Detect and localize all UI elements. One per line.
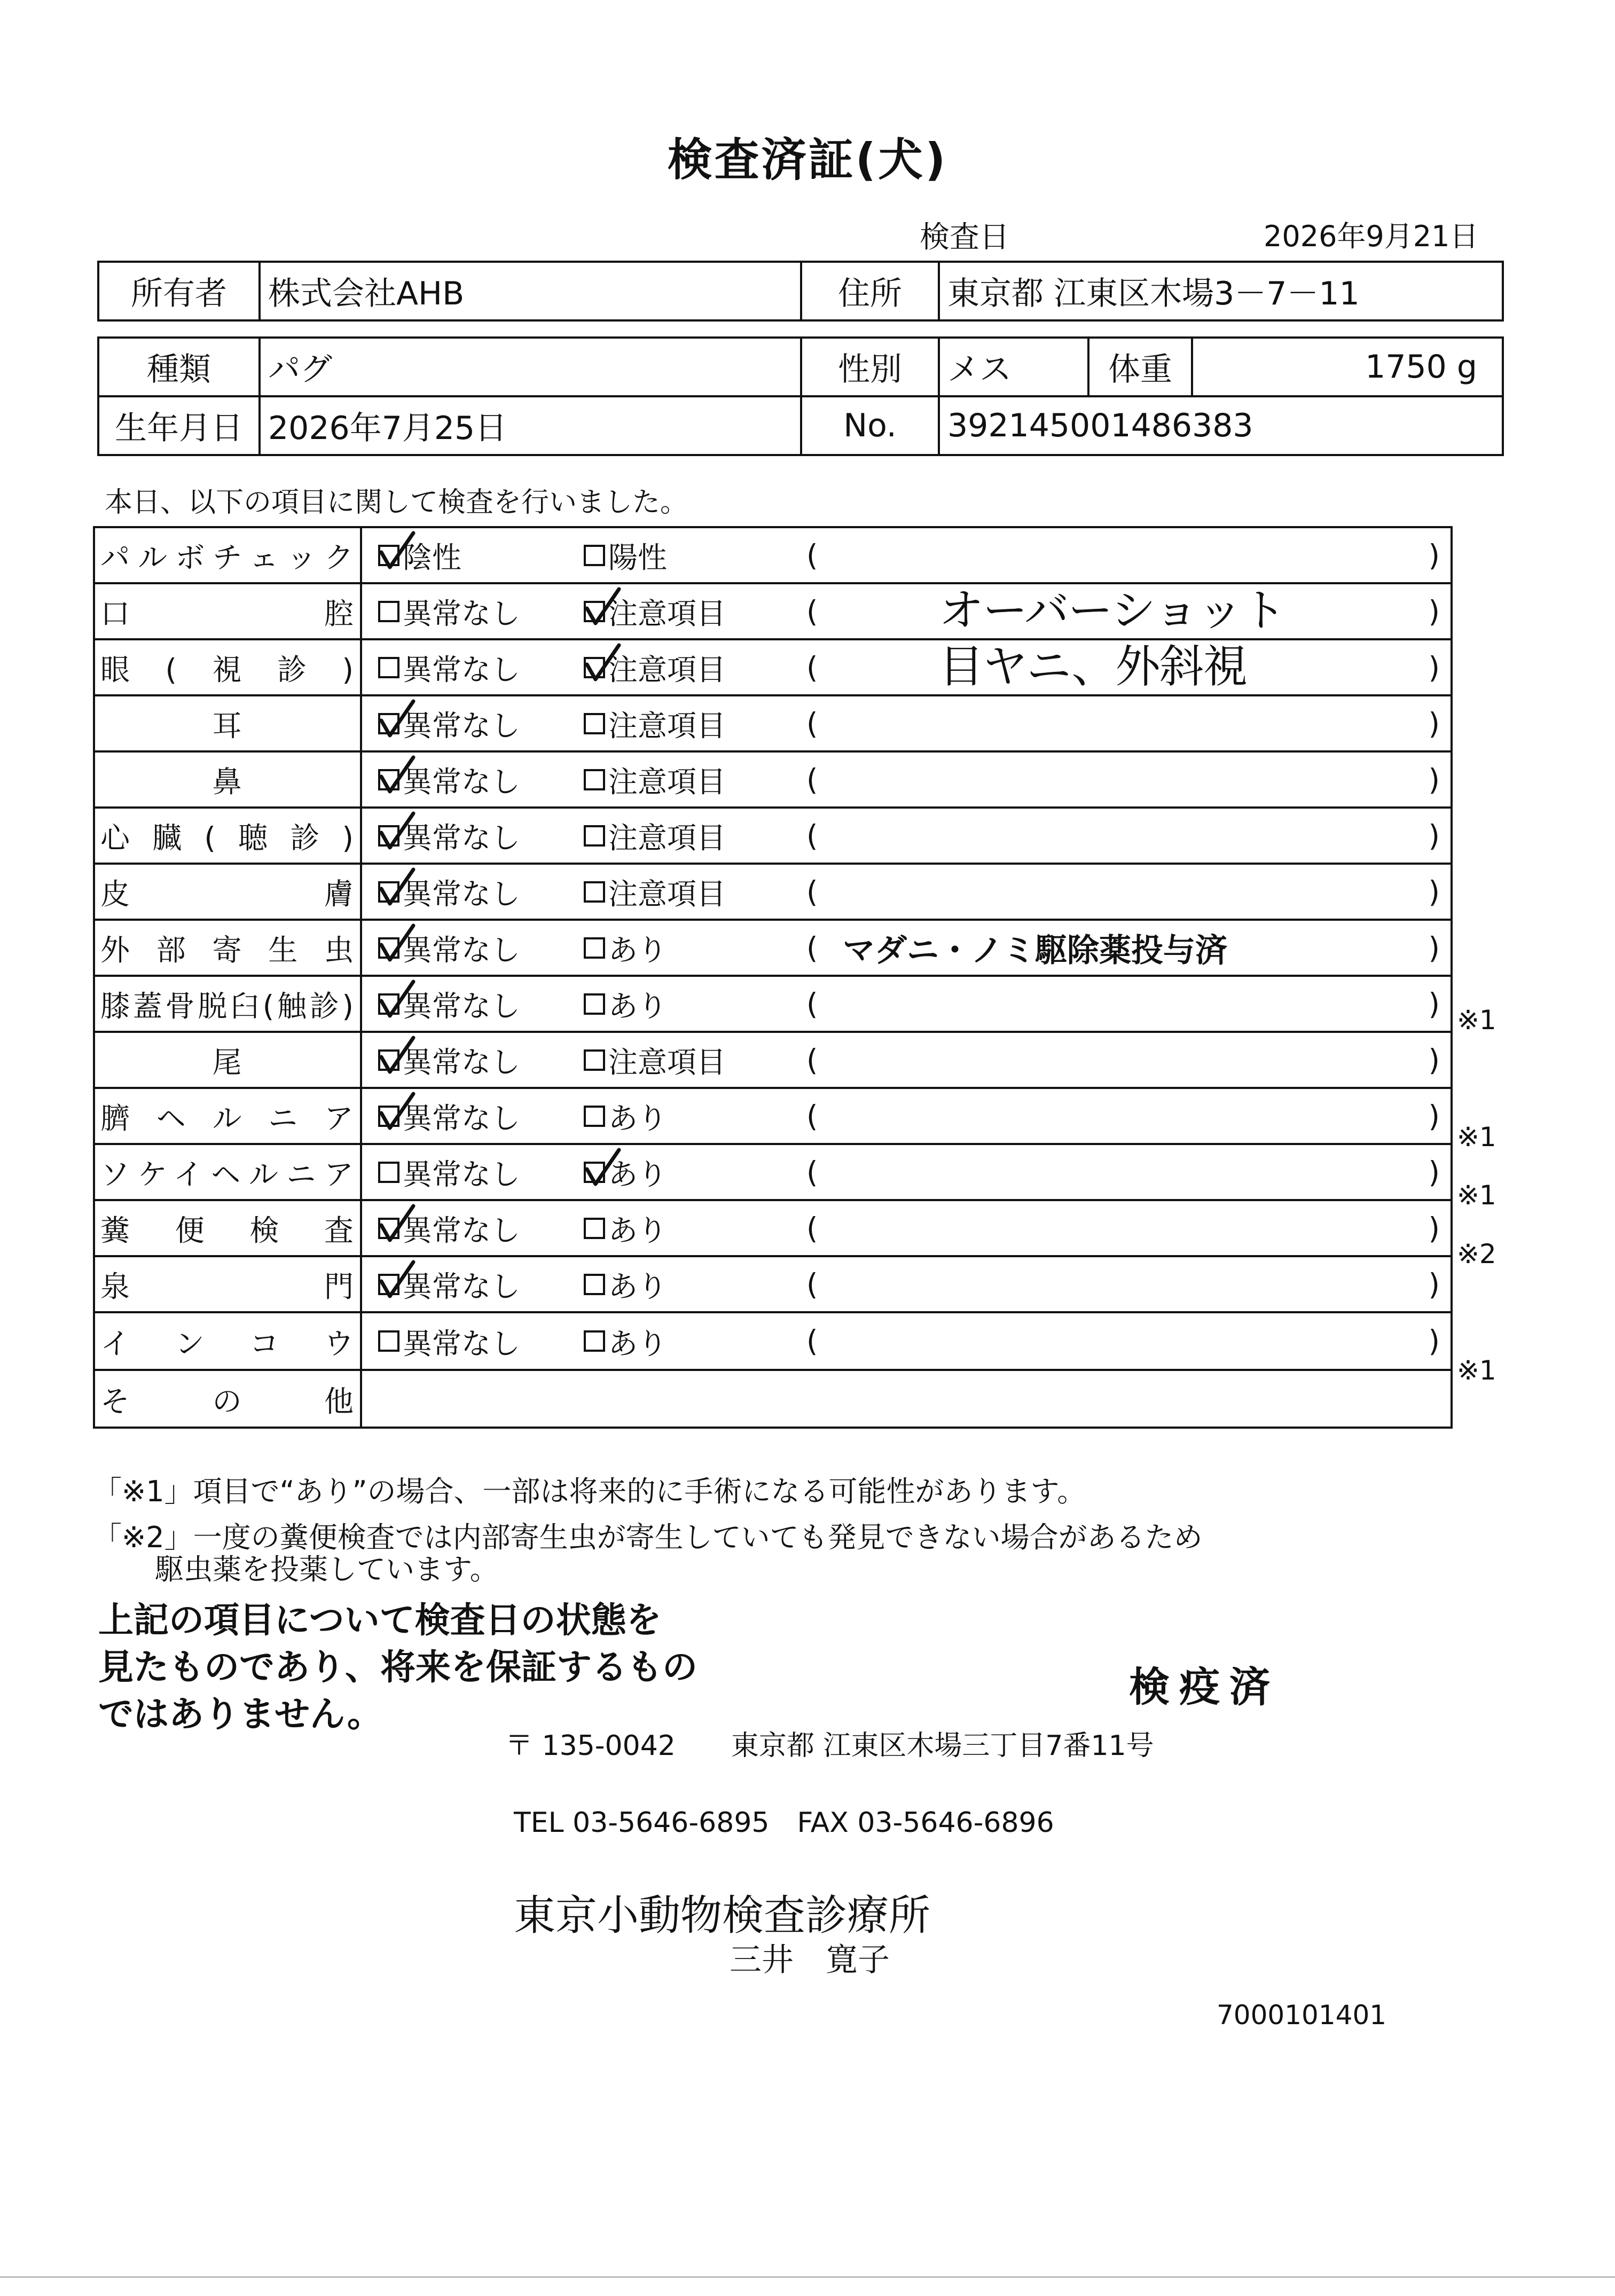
checkbox-icon[interactable] xyxy=(378,1106,399,1127)
checkbox-icon[interactable] xyxy=(584,993,605,1015)
inspection-row xyxy=(94,920,1452,976)
breed-value: パグ xyxy=(260,338,801,396)
paren-close: ) xyxy=(1428,1211,1440,1245)
checkbox-icon[interactable] xyxy=(584,713,605,734)
item-result xyxy=(361,808,1452,864)
item-result xyxy=(361,695,1452,751)
inspection-row xyxy=(94,527,1452,583)
check-mark-icon xyxy=(378,924,415,962)
option-1-label: 異常なし xyxy=(403,821,521,855)
option-1[interactable] xyxy=(378,1145,520,1199)
option-2[interactable] xyxy=(584,809,726,863)
item-name: 糞便検査 xyxy=(94,1200,361,1256)
handwritten-note: オーバーショット xyxy=(939,584,1285,637)
dob-label: 生年月日 xyxy=(98,396,260,455)
item-name: 臍ヘルニア xyxy=(94,1088,361,1144)
paren-close: ) xyxy=(1428,706,1440,741)
option-2-label: あり xyxy=(608,1326,668,1361)
intro-text: 本日、以下の項目に関して検査を行いました。 xyxy=(105,487,688,519)
item-name: 心臓(聴診) xyxy=(94,808,361,864)
disclaimer-line: ではありません。 xyxy=(98,1694,382,1735)
option-2-label: あり xyxy=(608,1270,668,1304)
paren-open: ( xyxy=(806,538,818,573)
checkbox-icon[interactable] xyxy=(378,769,399,790)
option-2-label: 注意項目 xyxy=(608,709,726,743)
paren-open: ( xyxy=(806,1099,818,1133)
owner-table xyxy=(97,261,1504,322)
checkbox-icon[interactable] xyxy=(584,1162,605,1183)
paren-close: ) xyxy=(1428,650,1440,685)
owner-value: 株式会社AHB xyxy=(260,262,801,320)
checkbox-icon[interactable] xyxy=(378,1330,399,1352)
option-2[interactable] xyxy=(584,977,667,1031)
option-1-label: 異常なし xyxy=(403,933,521,967)
checkbox-icon[interactable] xyxy=(584,1049,605,1071)
option-2[interactable] xyxy=(584,1089,667,1143)
option-2-label: あり xyxy=(608,1157,668,1192)
checkbox-icon[interactable] xyxy=(378,1162,399,1183)
option-2-label: 注意項目 xyxy=(608,877,726,911)
address-value: 東京都 江東区木場3－7－11 xyxy=(939,262,1503,320)
checkbox-icon[interactable] xyxy=(584,545,605,566)
option-2-label: あり xyxy=(608,1101,668,1135)
option-1-label: 異常なし xyxy=(403,1326,521,1361)
side-note-mark: ※1 xyxy=(1457,1180,1496,1211)
checkbox-icon[interactable] xyxy=(584,1218,605,1239)
paren-close: ) xyxy=(1428,1155,1440,1189)
exam-date-label: 検査日 xyxy=(920,220,1009,255)
paren-open: ( xyxy=(806,650,818,685)
option-1[interactable] xyxy=(378,865,520,919)
paren-open: ( xyxy=(806,594,818,629)
option-1-label: 異常なし xyxy=(403,1213,521,1248)
option-2[interactable] xyxy=(584,1145,667,1199)
no-label: No. xyxy=(801,396,939,455)
option-2-label: 注意項目 xyxy=(608,597,726,631)
checkbox-icon[interactable] xyxy=(378,825,399,847)
dob-value: 2026年7月25日 xyxy=(260,396,801,455)
checkbox-icon[interactable] xyxy=(378,881,399,903)
item-name: 膝蓋骨脱臼(触診) xyxy=(94,976,361,1032)
item-name: 外部寄生虫 xyxy=(94,920,361,976)
inspection-row xyxy=(94,864,1452,920)
check-mark-icon xyxy=(378,1261,415,1298)
owner-label: 所有者 xyxy=(98,262,260,320)
check-mark-icon xyxy=(378,812,415,850)
clinic-tel-fax: TEL 03-5646-6895 FAX 03-5646-6896 xyxy=(514,1807,1054,1839)
item-name: パルボチェック xyxy=(94,527,361,583)
option-1-label: 異常なし xyxy=(403,709,521,743)
footnote-2-line2: 駆虫薬を投薬しています。 xyxy=(155,1553,499,1586)
option-1[interactable] xyxy=(378,1313,520,1369)
option-2[interactable] xyxy=(584,1033,726,1087)
checkbox-icon[interactable] xyxy=(584,1330,605,1352)
option-1[interactable] xyxy=(378,809,520,863)
person-name: 三井 寛子 xyxy=(730,1941,890,1979)
option-1[interactable] xyxy=(378,584,520,638)
option-1-label: 陰性 xyxy=(403,540,462,575)
option-1-label: 異常なし xyxy=(403,1157,521,1192)
item-name: インコウ xyxy=(94,1312,361,1370)
item-name: 眼(視診) xyxy=(94,639,361,695)
paren-close: ) xyxy=(1428,1324,1440,1358)
option-1-label: 異常なし xyxy=(403,765,521,799)
option-2[interactable] xyxy=(584,1313,667,1369)
item-result xyxy=(361,1200,1452,1256)
side-note-mark: ※1 xyxy=(1457,1122,1496,1153)
checkbox-icon[interactable] xyxy=(584,937,605,959)
breed-label: 種類 xyxy=(98,338,260,396)
paren-open: ( xyxy=(806,1211,818,1245)
checkbox-icon[interactable] xyxy=(378,1274,399,1295)
checkbox-icon[interactable] xyxy=(378,937,399,959)
option-1[interactable] xyxy=(378,528,461,582)
side-note-mark: ※1 xyxy=(1457,1355,1496,1386)
option-1-label: 異常なし xyxy=(403,989,521,1023)
option-1[interactable] xyxy=(378,921,520,975)
inspection-row xyxy=(94,1256,1452,1312)
pet-table xyxy=(97,336,1504,456)
item-result xyxy=(361,864,1452,920)
option-1[interactable] xyxy=(378,753,520,806)
item-name: 尾 xyxy=(94,1032,361,1088)
checkbox-icon[interactable] xyxy=(584,1106,605,1127)
paren-open: ( xyxy=(806,1043,818,1077)
checkbox-icon[interactable] xyxy=(378,657,399,678)
item-result xyxy=(361,751,1452,808)
option-2[interactable] xyxy=(584,1257,667,1311)
item-name: 口腔 xyxy=(94,583,361,639)
paren-open: ( xyxy=(806,818,818,853)
option-2-label: あり xyxy=(608,1213,668,1248)
check-mark-icon xyxy=(378,756,415,794)
exam-date-value: 2026年9月21日 xyxy=(1264,220,1479,253)
no-value: 392145001486383 xyxy=(939,396,1503,455)
item-result xyxy=(361,1088,1452,1144)
item-result xyxy=(361,1312,1452,1370)
checkbox-icon[interactable] xyxy=(584,601,605,622)
checkbox-icon[interactable] xyxy=(378,993,399,1015)
inspection-row xyxy=(94,639,1452,695)
clinic-name: 東京小動物検査診療所 xyxy=(514,1892,931,1940)
paren-open: ( xyxy=(806,706,818,741)
option-1[interactable] xyxy=(378,1089,520,1143)
side-note-mark: ※1 xyxy=(1457,1005,1496,1036)
item-result xyxy=(361,1256,1452,1312)
paren-open: ( xyxy=(806,1267,818,1302)
check-mark-icon xyxy=(378,1037,415,1074)
inspection-row xyxy=(94,1312,1452,1370)
checkbox-icon[interactable] xyxy=(584,881,605,903)
paren-close: ) xyxy=(1428,762,1440,797)
option-2[interactable] xyxy=(584,584,726,638)
paren-close: ) xyxy=(1428,1099,1440,1133)
item-name: 泉門 xyxy=(94,1256,361,1312)
checkbox-icon[interactable] xyxy=(584,1274,605,1295)
option-2-label: あり xyxy=(608,933,668,967)
check-mark-icon xyxy=(378,532,415,569)
inspection-row xyxy=(94,976,1452,1032)
document-code: 7000101401 xyxy=(1217,2000,1387,2031)
item-name: ソケイヘルニア xyxy=(94,1144,361,1200)
check-mark-icon xyxy=(378,700,415,738)
option-2[interactable] xyxy=(584,528,667,582)
paren-close: ) xyxy=(1428,986,1440,1021)
item-comment: マダニ・ノミ駆除薬投与済 xyxy=(843,931,1227,969)
checkbox-icon[interactable] xyxy=(584,657,605,678)
disclaimer-line: 見たものであり、将来を保証するもの xyxy=(98,1647,697,1688)
option-2[interactable] xyxy=(584,1201,667,1255)
option-2[interactable] xyxy=(584,921,667,975)
option-2[interactable] xyxy=(584,640,726,694)
item-result xyxy=(361,976,1452,1032)
inspection-row xyxy=(94,583,1452,639)
paren-close: ) xyxy=(1428,874,1440,909)
checkbox-icon[interactable] xyxy=(378,1218,399,1239)
handwritten-note: 目ヤニ、外斜視 xyxy=(939,640,1247,693)
item-result xyxy=(361,527,1452,583)
option-2-label: あり xyxy=(608,989,668,1023)
option-1[interactable] xyxy=(378,1033,520,1087)
option-1[interactable] xyxy=(378,696,520,750)
weight-label: 体重 xyxy=(1088,338,1192,396)
check-mark-icon xyxy=(378,1093,415,1130)
option-2-label: 注意項目 xyxy=(608,653,726,687)
option-2-label: 注意項目 xyxy=(608,765,726,799)
inspection-row xyxy=(94,751,1452,808)
clinic-address: 〒 135-0042 東京都 江東区木場三丁目7番11号 xyxy=(505,1730,1154,1762)
item-name: 耳 xyxy=(94,695,361,751)
option-1[interactable] xyxy=(378,1257,520,1311)
document-title: 検査済証(犬) xyxy=(667,134,948,186)
inspection-row xyxy=(94,1144,1452,1200)
option-2[interactable] xyxy=(584,696,726,750)
inspection-row xyxy=(94,1088,1452,1144)
sex-label: 性別 xyxy=(801,338,939,396)
item-result xyxy=(361,639,1452,695)
check-mark-icon xyxy=(378,868,415,906)
inspection-table xyxy=(93,526,1453,1429)
check-mark-icon xyxy=(584,588,621,625)
paren-open: ( xyxy=(806,1324,818,1358)
option-2[interactable] xyxy=(584,753,726,806)
footnote-2-line1: 「※2」一度の糞便検査では内部寄生虫が寄生していても発見できない場合があるため xyxy=(93,1521,1203,1554)
quarantine-stamp: 検疫済 xyxy=(1129,1663,1280,1711)
disclaimer xyxy=(98,1597,846,1738)
option-1-label: 異常なし xyxy=(403,877,521,911)
inspection-row xyxy=(94,808,1452,864)
address-label: 住所 xyxy=(801,262,939,320)
scan-edge xyxy=(0,2276,1615,2278)
checkbox-icon[interactable] xyxy=(378,545,399,566)
sex-value: メス xyxy=(939,338,1088,396)
checkbox-icon[interactable] xyxy=(584,769,605,790)
item-result xyxy=(361,920,1452,976)
paren-close: ) xyxy=(1428,538,1440,573)
inspection-row xyxy=(94,1200,1452,1256)
check-mark-icon xyxy=(378,1205,415,1242)
check-mark-icon xyxy=(584,1149,621,1186)
option-1-label: 異常なし xyxy=(403,653,521,687)
option-2-label: 注意項目 xyxy=(608,1045,726,1079)
paren-close: ) xyxy=(1428,930,1440,965)
other-label: その他 xyxy=(94,1370,361,1428)
paren-open: ( xyxy=(806,1155,818,1189)
option-1-label: 異常なし xyxy=(403,1101,521,1135)
paren-open: ( xyxy=(806,874,818,909)
side-note-mark: ※2 xyxy=(1457,1238,1496,1270)
paren-close: ) xyxy=(1428,818,1440,853)
weight-value: 1750 g xyxy=(1192,338,1503,396)
checkbox-icon[interactable] xyxy=(378,601,399,622)
option-1[interactable] xyxy=(378,640,520,694)
check-mark-icon xyxy=(584,644,621,681)
paren-open: ( xyxy=(806,762,818,797)
checkbox-icon[interactable] xyxy=(378,1049,399,1071)
item-result xyxy=(361,583,1452,639)
checkbox-icon[interactable] xyxy=(584,825,605,847)
item-result xyxy=(361,1144,1452,1200)
paren-close: ) xyxy=(1428,1043,1440,1077)
option-2-label: 陽性 xyxy=(608,540,668,575)
checkbox-icon[interactable] xyxy=(378,713,399,734)
option-2-label: 注意項目 xyxy=(608,821,726,855)
option-1-label: 異常なし xyxy=(403,1270,521,1304)
check-mark-icon xyxy=(378,981,415,1018)
inspection-row xyxy=(94,1032,1452,1088)
item-name: 皮膚 xyxy=(94,864,361,920)
footnote-1: 「※1」項目で“あり”の場合、一部は将来的に手術になる可能性があります。 xyxy=(93,1475,1086,1508)
paren-open: ( xyxy=(806,930,818,965)
option-1-label: 異常なし xyxy=(403,597,521,631)
other-value xyxy=(361,1370,1452,1428)
item-result xyxy=(361,1032,1452,1088)
paren-open: ( xyxy=(806,986,818,1021)
disclaimer-line: 上記の項目について検査日の状態を xyxy=(98,1600,662,1641)
paren-close: ) xyxy=(1428,1267,1440,1302)
option-2[interactable] xyxy=(584,865,726,919)
option-1-label: 異常なし xyxy=(403,1045,521,1079)
paren-close: ) xyxy=(1428,594,1440,629)
inspection-row xyxy=(94,695,1452,751)
item-name: 鼻 xyxy=(94,751,361,808)
option-1[interactable] xyxy=(378,1201,520,1255)
option-1[interactable] xyxy=(378,977,520,1031)
